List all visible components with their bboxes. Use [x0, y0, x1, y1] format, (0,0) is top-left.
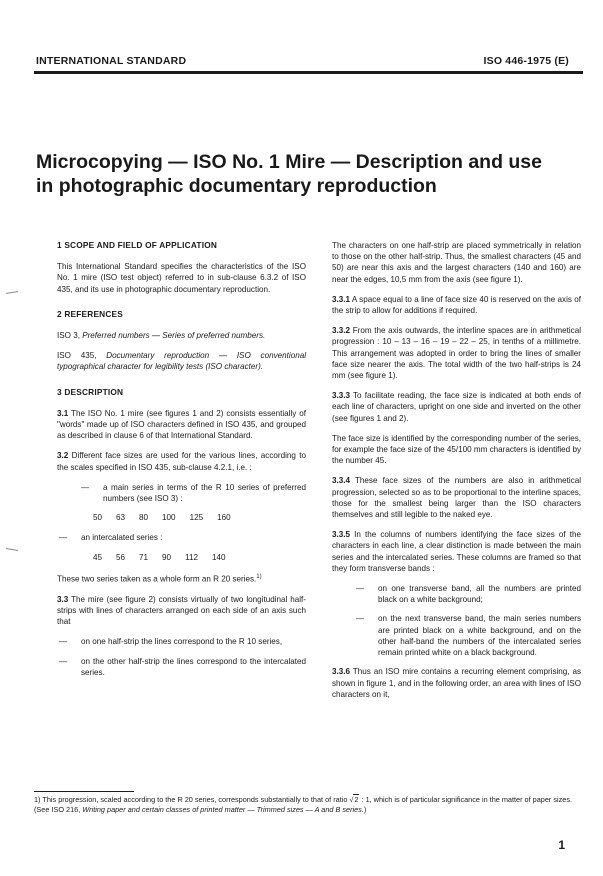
list-item: — an intercalated series :	[57, 532, 306, 543]
ref-code: ISO 3,	[57, 331, 83, 341]
list-item-text: on one half-strip the lines correspond to the R 10 series,	[81, 637, 283, 647]
list-item-text: on one transverse band, all the numbers are printed black on a white background;	[378, 584, 581, 605]
title-line-1: Microcopying — ISO No. 1 Mire — Description and use	[36, 151, 543, 173]
clause-3-3-4	[332, 475, 581, 520]
clause-text: The mire (see figure 2) consists virtually of two longitudinal half-strips with lines of characters arranged on each side of an axis such that	[57, 594, 306, 627]
series-value: 56	[116, 552, 126, 562]
footnote-text: 1) This progression, scaled according to the R 20 series, corresponds substantially to that of ratio √	[34, 795, 354, 804]
series-value: 50	[93, 513, 103, 523]
face-size-identification: The face size is identified by the corresponding number of the series, for example the face size of the 45/100 mm characters is identified by the number 45.	[332, 433, 581, 466]
clause-number: 3.3.4	[332, 476, 351, 486]
section-2-heading: 2 REFERENCES	[57, 308, 124, 319]
section-3-heading: 3 DESCRIPTION	[57, 386, 124, 397]
list-item-text: on the next transverse band, the main series numbers are printed black on a white background, and on the other half-band the numbers of the intercalated series remain printed white on a black background.	[378, 614, 581, 658]
section-1-text: This International Standard specifies the characteristics of the ISO No. 1 mire (ISO test object) referred to in sub-clause 6.3.2 of ISO 435, and its use in photographic documentary reproduction.	[57, 262, 306, 294]
radicand: 2	[354, 795, 359, 804]
clause-text: These face sizes of the numbers are also in arithmetical progression, selected so as to be proportional to the interline spaces, those for the smallest being larger than the ISO characters themselves and still legible to the naked eye.	[332, 476, 581, 520]
footnote-text: : 1, which is of particular significance in the matter of paper sizes. (See ISO 216,	[34, 795, 573, 814]
main-series-values	[93, 512, 306, 523]
reference-iso-3	[57, 330, 306, 341]
series-value: 63	[116, 513, 126, 523]
list-item: — a main series in terms of the R 10 series of preferred numbers (see ISO 3) :	[81, 482, 306, 504]
footnote-rule	[34, 791, 134, 792]
document-title	[36, 150, 576, 198]
clause-text: In the columns of numbers identifying the face sizes of the characters in each line, a clear distinction is made between the main series and the intercalated series. These columns are framed so that they form transverse bands :	[332, 530, 581, 573]
clause-3-2	[57, 450, 306, 472]
list-item-text: a main series in terms of the R 10 series of preferred numbers (see ISO 3) :	[103, 482, 306, 504]
clause-text: The ISO No. 1 mire (see figures 1 and 2) consists essentially of "words" made up of ISO characters defined in ISO 435, and grouped as described in clause 6 of that International Standard.	[57, 408, 306, 441]
margin-mark	[6, 291, 18, 294]
clause-number: 3.3	[57, 594, 69, 604]
series-value: 100	[162, 513, 176, 523]
clause-number: 3.3.3	[332, 391, 351, 401]
list-item-text: on the other half-strip the lines correspond to the intercalated series.	[81, 656, 306, 677]
r20-statement	[57, 572, 306, 585]
margin-mark	[6, 548, 18, 551]
half-strip-intro: The characters on one half-strip are placed symmetrically in relation to those on the other half-strip. Thus, the smallest characters (45 and 50) are near this axis and the largest characters (140 and 160) are near the edges, 10,5 mm from the axis (see figure 1).	[332, 241, 581, 284]
clause-3-3-5	[332, 529, 581, 574]
section-1-heading: 1 SCOPE AND FIELD OF APPLICATION	[57, 240, 218, 250]
clause-number: 3.1	[57, 408, 69, 418]
series-value: 140	[211, 552, 226, 562]
reference-iso-435	[57, 350, 306, 372]
series-value: 80	[139, 513, 149, 523]
list-item: — on the next transverse band, the main series numbers are printed black on a white background, and on the other half-band the numbers of the intercalated series remain printed white on a black background.	[356, 614, 581, 658]
series-value: 112	[185, 552, 198, 562]
clause-3-3-1	[332, 294, 581, 316]
header-standard-label: INTERNATIONAL STANDARD	[36, 55, 187, 67]
ref-title: Documentary reproduction — ISO conventional typographical character for legibility tests (ISO character).	[57, 351, 306, 372]
clause-3-3	[57, 594, 306, 628]
series-value: 71	[139, 552, 149, 562]
right-column	[332, 240, 581, 709]
ref-code: ISO 435,	[57, 351, 107, 361]
title-line-2: in photographic documentary reproduction	[36, 175, 437, 197]
clause-number: 3.3.6	[332, 667, 351, 677]
clause-3-1	[57, 408, 306, 442]
ref-title: Preferred numbers — Series of preferred numbers.	[82, 331, 266, 341]
clause-text: To facilitate reading, the face size is indicated at both ends of each line of characters, upright on one side and inverted on the other (see figures 1 and 2).	[332, 391, 581, 423]
series-value: 160	[217, 513, 231, 523]
clause-number: 3.2	[57, 451, 69, 461]
clause-text: Different face sizes are used for the various lines, according to the scales specified in ISO 435, sub-clause 4.2.1, i.e. :	[57, 451, 306, 472]
list-item: — on one half-strip the lines correspond to the R 10 series,	[57, 636, 306, 647]
footnote-reference-title: Writing paper and certain classes of printed matter — Trimmed sizes — A and B series.	[82, 805, 364, 814]
footnote	[34, 795, 584, 815]
intercalated-series-values	[93, 552, 306, 563]
left-column	[57, 240, 306, 686]
header-document-id: ISO 446-1975 (E)	[483, 55, 569, 67]
clause-3-3-6	[332, 666, 581, 700]
clause-3-3-2	[332, 325, 581, 381]
list-item-text: an intercalated series :	[81, 533, 163, 543]
clause-text: From the axis outwards, the interline spaces are in arithmetical progression : 10 – 13 – 16 – 19 – 22 – 25, in tenths of a millimetre. This arrangement was adopted in order to bring the lines of smaller face size nearer the axis. The total width of the two half-strips is 24 mm (see figure 1).	[332, 326, 581, 381]
series-value: 45	[93, 552, 103, 562]
clause-text: Thus an ISO mire contains a recurring element comprising, as shown in figure 1, and in the following order, an area with lines of ISO characters on it,	[332, 667, 581, 699]
list-item: — on one transverse band, all the numbers are printed black on a white background;	[356, 584, 581, 605]
list-item: — on the other half-strip the lines correspond to the intercalated series.	[59, 656, 306, 677]
clause-number: 3.3.1	[332, 294, 351, 304]
footnote-ref[interactable]: 1)	[256, 573, 262, 580]
clause-number: 3.3.5	[332, 530, 351, 540]
clause-3-3-3	[332, 390, 581, 424]
clause-number: 3.3.2	[332, 326, 351, 336]
series-value: 90	[162, 552, 172, 562]
footnote-text: )	[363, 805, 367, 814]
series-value: 125	[189, 513, 204, 523]
clause-text: A space equal to a line of face size 40 is reserved on the axis of the strip to allow for additions if required.	[332, 294, 581, 316]
r20-text: These two series taken as a whole form an R 20 series.	[57, 574, 257, 584]
header-rule	[34, 71, 583, 74]
page-number: 1	[558, 838, 565, 852]
